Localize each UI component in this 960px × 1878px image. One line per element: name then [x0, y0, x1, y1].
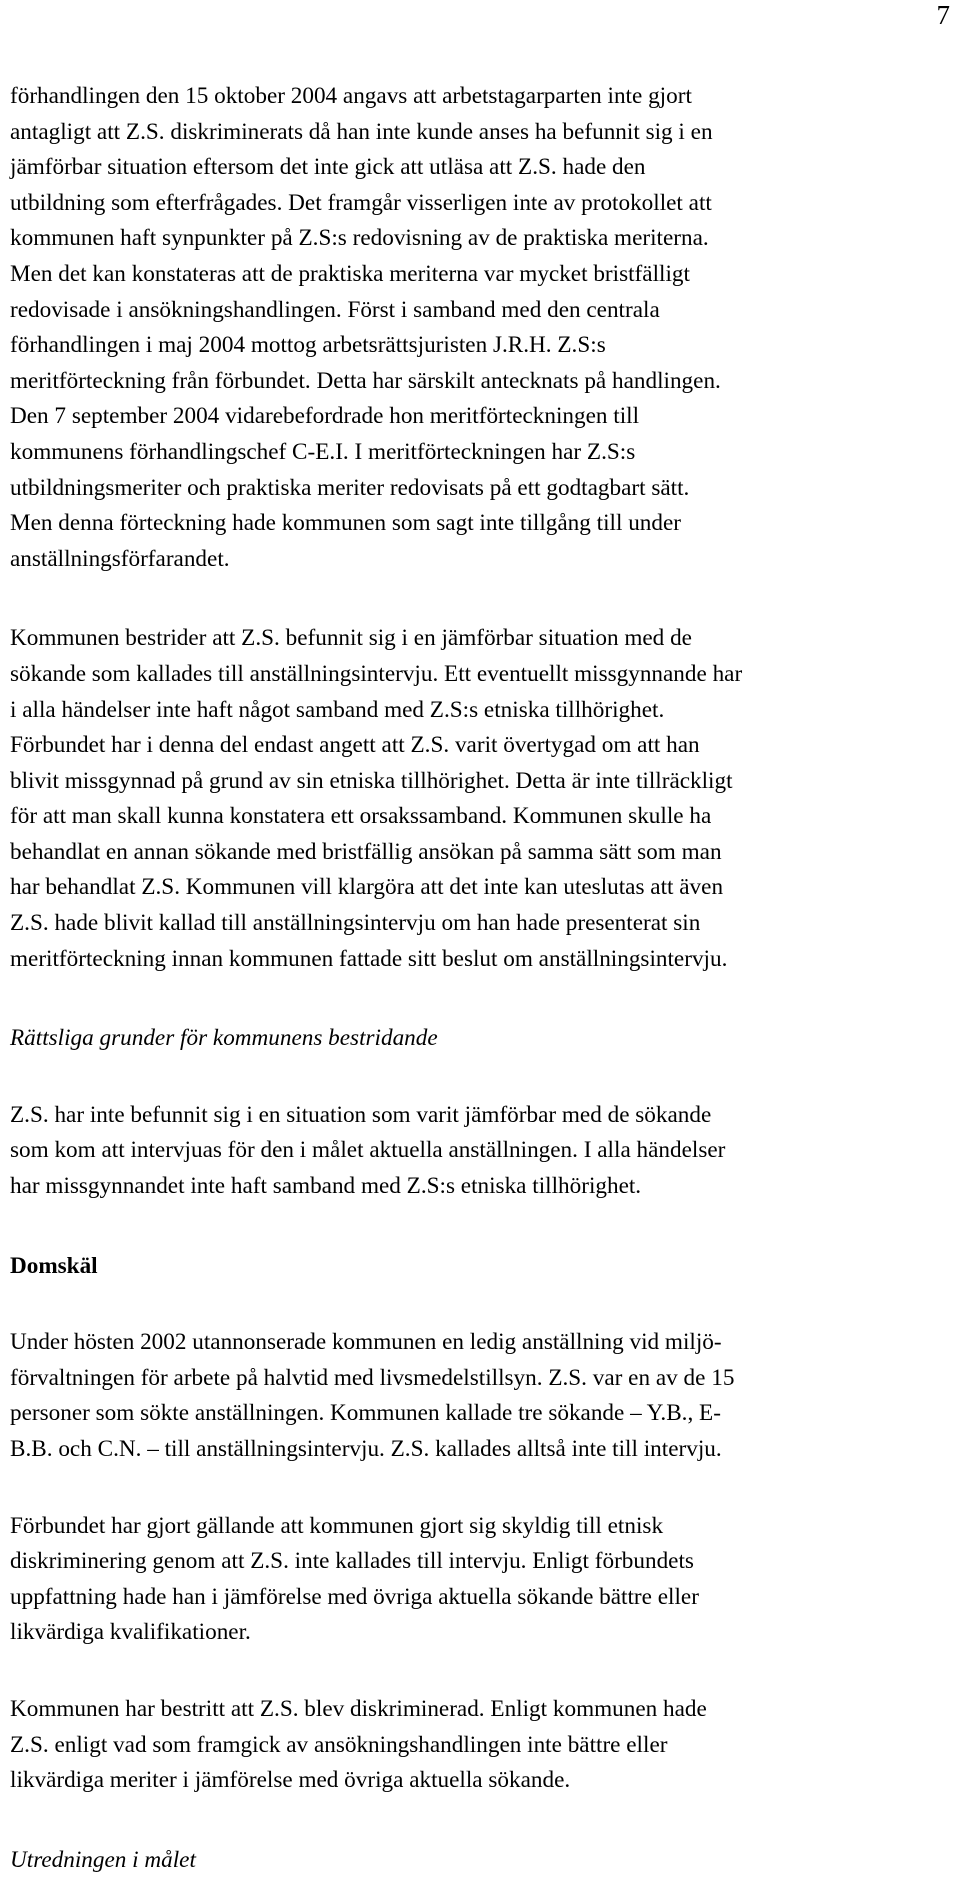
text-line: utbildning som efterfrågades. Det framgår visserligen inte av protokollet att — [10, 189, 712, 216]
section-heading-domskal: Domskäl — [10, 1252, 98, 1279]
text-line: förhandlingen i maj 2004 mottog arbetsrättsjuristen J.R.H. Z.S:s — [10, 332, 606, 359]
text-line: jämförbar situation eftersom det inte gick att utläsa att Z.S. hade den — [10, 154, 646, 181]
text-line: i alla händelser inte haft något samband med Z.S:s etniska tillhörighet. — [10, 696, 665, 723]
paragraph-domskal-2 — [10, 1509, 950, 1651]
text-line: Förbundet har i denna del endast angett att Z.S. varit övertygad om att han — [10, 732, 700, 759]
text-line: meritförteckning innan kommunen fattade sitt beslut om anställningsintervju. — [10, 945, 728, 972]
paragraph-domskal-3 — [10, 1692, 950, 1799]
paragraph-continuation — [10, 79, 950, 577]
text-line: för att man skall kunna konstatera ett orsakssamband. Kommunen skulle ha — [10, 803, 712, 830]
text-line: Z.S. enligt vad som framgick av ansökningshandlingen inte bättre eller — [10, 1731, 668, 1758]
text-line: likvärdiga kvalifikationer. — [10, 1619, 251, 1646]
text-line: kommunens förhandlingschef C-E.I. I meritförteckningen har Z.S:s — [10, 438, 636, 465]
paragraph-spacer — [10, 1057, 950, 1098]
paragraph-spacer — [10, 1205, 950, 1249]
text-line: personer som sökte anställningen. Kommunen kallade tre sökande – Y.B., E- — [10, 1400, 721, 1427]
text-line: kommunen haft synpunkter på Z.S:s redovisning av de praktiska meriterna. — [10, 225, 709, 252]
text-line: anställningsförfarandet. — [10, 545, 230, 572]
document-body — [10, 79, 950, 1878]
text-line: Men denna förteckning hade kommunen som sagt inte tillgång till under — [10, 510, 681, 537]
text-line: förhandlingen den 15 oktober 2004 angavs att arbetstagarparten inte gjort — [10, 83, 692, 109]
text-line: uppfattning hade han i jämförelse med övriga aktuella sökande bättre eller — [10, 1583, 699, 1610]
text-line: har behandlat Z.S. Kommunen vill klargöra att det inte kan uteslutas att även — [10, 874, 724, 901]
text-line: som kom att intervjuas för den i målet aktuella anställningen. I alla händelser — [10, 1137, 726, 1164]
text-line: Förbundet har gjort gällande att kommunen gjort sig skyldig till etnisk — [10, 1512, 664, 1539]
paragraph-spacer — [10, 1468, 950, 1509]
text-line: Kommunen har bestritt att Z.S. blev diskriminerad. Enligt kommunen hade — [10, 1695, 707, 1722]
text-line: meritförteckning från förbundet. Detta har särskilt antecknats på handlingen. — [10, 367, 721, 394]
text-line: Z.S. hade blivit kallad till anställningsintervju om han hade presenterat sin — [10, 910, 701, 937]
text-line: antagligt att Z.S. diskriminerats då han inte kunde anses ha befunnit sig i en — [10, 118, 713, 145]
paragraph-spacer — [10, 1284, 950, 1325]
section-heading-legal-grounds: Rättsliga grunder för kommunens bestridande — [10, 1025, 438, 1052]
text-line: blivit missgynnad på grund av sin etniska tillhörighet. Detta är inte tillräckligt — [10, 767, 733, 794]
text-line: Kommunen bestrider att Z.S. befunnit sig i en jämförbar situation med de — [10, 625, 692, 652]
section-heading-utredningen: Utredningen i målet — [10, 1846, 196, 1873]
paragraph-legal-grounds — [10, 1098, 950, 1205]
text-line: B.B. och C.N. – till anställningsintervju. Z.S. kallades alltså inte till intervju. — [10, 1436, 722, 1462]
text-line: behandlat en annan sökande med bristfällig ansökan på samma sätt som man — [10, 838, 722, 865]
text-line: sökande som kallades till anställningsintervju. Ett eventuellt missgynnande har — [10, 660, 743, 687]
paragraph-spacer — [10, 577, 950, 621]
text-line: förvaltningen för arbete på halvtid med livsmedelstillsyn. Z.S. var en av de 15 — [10, 1364, 735, 1391]
paragraph-domskal-1 — [10, 1325, 950, 1467]
paragraph-kommunen-bestrider — [10, 621, 950, 977]
paragraph-spacer — [10, 1651, 950, 1692]
text-line: diskriminering genom att Z.S. inte kallades till intervju. Enligt förbundets — [10, 1548, 694, 1575]
text-line: Z.S. har inte befunnit sig i en situation som varit jämförbar med de sökande — [10, 1101, 712, 1128]
text-line: utbildningsmeriter och praktiska meriter redovisats på ett godtagbart sätt. — [10, 474, 690, 501]
text-line: Under hösten 2002 utannonserade kommunen en ledig anställning vid miljö- — [10, 1329, 722, 1356]
text-line: Men det kan konstateras att de praktiska meriterna var mycket bristfälligt — [10, 260, 690, 287]
text-line: Den 7 september 2004 vidarebefordrade hon meritförteckningen till — [10, 403, 640, 430]
text-line: redovisade i ansökningshandlingen. Först i samband med den centrala — [10, 296, 660, 323]
page-number: 7 — [936, 0, 950, 30]
paragraph-spacer — [10, 977, 950, 1021]
text-line: likvärdiga meriter i jämförelse med övriga aktuella sökande. — [10, 1767, 571, 1794]
paragraph-spacer — [10, 1799, 950, 1843]
text-line: har missgynnandet inte haft samband med Z.S:s etniska tillhörighet. — [10, 1173, 642, 1200]
